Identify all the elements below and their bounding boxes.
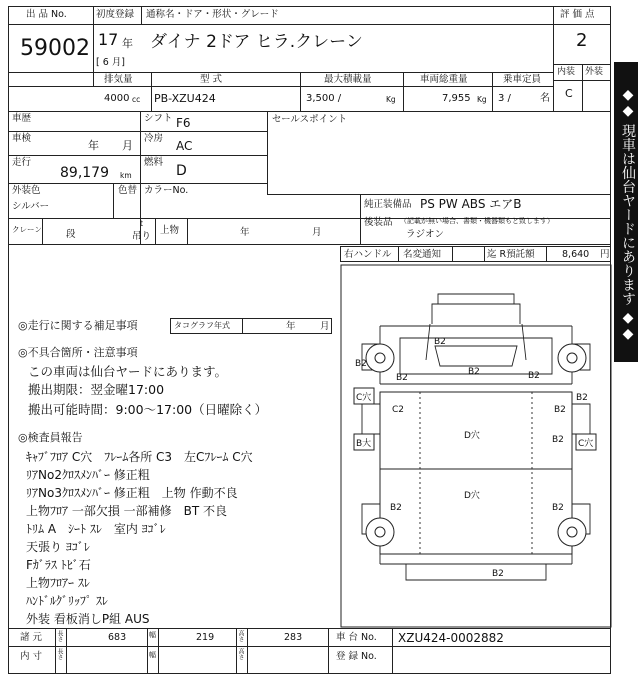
- crane-label: クレーン: [12, 225, 42, 234]
- shift-label: シフト: [144, 113, 173, 124]
- length-label: 長さ: [56, 630, 63, 642]
- damage-mark: B2: [552, 435, 564, 445]
- inspector-line: ｷｬﾌﾞﾌﾛｱ C穴 ﾌﾚｰﾑ各所 C3 左Cﾌﾚｰﾑ C穴: [26, 450, 253, 464]
- grade-label: 評 価 点: [560, 9, 595, 20]
- interior-label: 内装: [557, 67, 576, 77]
- inspector-line: 外装 看板消しP組 AUS: [26, 612, 150, 626]
- inspector-line: Fｶﾞﾗｽ ﾄﾋﾞ石: [26, 558, 91, 572]
- capacity-unit: 名: [540, 93, 550, 104]
- inner-dims-label: 内 寸: [20, 651, 43, 662]
- damage-mark: B大: [356, 439, 372, 449]
- gross-weight-unit: Kg: [477, 95, 487, 104]
- inspector-lines: [26, 448, 253, 628]
- lot-number: 59002: [20, 36, 90, 61]
- recycle-amount: 8,640: [562, 249, 590, 260]
- inspector-line: 上物ﾌﾛｱｰ ｽﾚ: [26, 576, 90, 590]
- upper-month-unit: 月: [312, 227, 322, 238]
- inspector-line: ﾘｱNo3ｸﾛｽﾒﾝﾊﾞｰ 修正粗 上物 作動不良: [26, 486, 238, 500]
- interior-grade: C: [565, 87, 573, 100]
- upper-year-unit: 年: [240, 227, 250, 238]
- capacity-label: 乗車定員: [503, 74, 542, 85]
- width-label: 幅: [149, 631, 156, 639]
- reg-month: [ 6 月]: [96, 57, 125, 68]
- yen-unit: 円: [600, 249, 610, 260]
- inspection-year-unit: 年: [88, 139, 99, 152]
- crane-ton: t: [140, 219, 143, 228]
- mileage-unit: km: [120, 171, 132, 180]
- crane-hoist: 吊り: [132, 231, 152, 242]
- height-value: 283: [284, 632, 303, 643]
- inspector-line: ﾄﾘﾑ A ｼｰﾄ ｽﾚ 室内 ﾖｺﾞﾚ: [26, 522, 166, 536]
- sales-point-label: セールスポイント: [272, 114, 348, 125]
- inspector-line: 上物ﾌﾛｱ 一部欠損 一部補修 BT 不良: [26, 504, 228, 518]
- recycle-label: 迄 R預託額: [487, 249, 535, 260]
- inspection-label: 車検: [12, 133, 32, 144]
- damage-mark: B2: [434, 337, 446, 347]
- damage-mark: B2: [492, 569, 504, 579]
- upper-body-label: 上物: [160, 225, 180, 236]
- height-label: 高さ: [237, 630, 244, 642]
- damage-mark: C2: [392, 405, 405, 415]
- reg-year-unit: 年: [122, 37, 133, 50]
- history-label: 車歴: [12, 113, 32, 124]
- tachograph-year-unit: 年: [286, 321, 296, 332]
- displacement: 4000: [104, 93, 130, 104]
- reg-year: 17: [98, 30, 119, 49]
- overall-grade: 2: [576, 30, 588, 51]
- inner-length-label: 長さ: [56, 648, 63, 660]
- cooler-label: 冷房: [144, 133, 164, 144]
- color-no-label: カラーNo.: [144, 185, 189, 196]
- steering-side: 右ハンドル: [344, 249, 392, 260]
- aftermarket-value: ラジオン: [406, 229, 445, 240]
- displacement-label: 排気量: [104, 74, 133, 85]
- max-load: 3,500 /: [306, 93, 342, 104]
- cooler-value: AC: [176, 139, 193, 153]
- inspection-month-unit: 月: [122, 139, 133, 152]
- tachograph-label: タコグラフ年式: [174, 321, 230, 330]
- lot-label: 出 品 No.: [26, 9, 67, 20]
- damage-mark: C穴: [356, 393, 372, 403]
- exterior-label: 外装: [585, 67, 604, 77]
- inspector-line: 天張り ﾖｺﾞﾚ: [26, 540, 90, 554]
- model-label: 型 式: [200, 74, 223, 85]
- equipment-value: PS PW ABS エアB: [420, 197, 522, 211]
- gross-weight: 7,955: [442, 93, 471, 104]
- gross-weight-label: 車両総重量: [420, 74, 468, 85]
- reg-number-label: 登 録 No.: [336, 651, 377, 662]
- inspector-line: ﾊﾝﾄﾞﾙｸﾞﾘｯﾌﾟ ｽﾚ: [26, 594, 108, 608]
- model-code: PB-XZU424: [154, 92, 216, 105]
- damage-mark: D穴: [464, 491, 480, 501]
- damage-mark: B2: [355, 359, 367, 369]
- first-reg-label: 初度登録: [96, 9, 135, 20]
- inspector-title: ◎検査員報告: [18, 431, 83, 444]
- damage-mark: B2: [390, 503, 402, 513]
- tachograph-month-unit: 月: [320, 321, 330, 332]
- equipment-label: 純正装備品: [364, 199, 412, 210]
- defect-line: 搬出可能時間：9:00～17:00（日曜除く）: [28, 402, 268, 417]
- fuel-value: D: [176, 163, 187, 179]
- running-notes-title: ◎走行に関する補足事項: [18, 319, 138, 332]
- vehicle-damage-diagram: [340, 264, 612, 628]
- shift-value: F6: [176, 116, 191, 130]
- defect-lines: [28, 362, 267, 418]
- damage-mark: B2: [396, 373, 408, 383]
- max-load-unit: Kg: [386, 95, 396, 104]
- inspector-line: ﾘｱNo2ｸﾛｽﾒﾝﾊﾞｰ 修正粗: [26, 468, 150, 482]
- defect-line: この車両は仙台ヤードにあります。: [28, 364, 228, 379]
- car-name-label: 通称名・ドア・形状・グレード: [146, 9, 279, 20]
- capacity: 3 /: [498, 93, 511, 104]
- car-name: ダイナ 2ドア ヒラ.クレーン: [150, 32, 363, 52]
- max-load-label: 最大積載量: [324, 74, 372, 85]
- damage-mark: B2: [552, 503, 564, 513]
- damage-mark: D穴: [464, 431, 480, 441]
- yard-location-banner: ◆◆ 現車は仙台ヤードにあります ◆◆: [614, 62, 638, 362]
- exterior-color: シルバー: [12, 201, 50, 212]
- color-change-label: 色替: [118, 185, 138, 196]
- chassis-label: 車 台 No.: [336, 632, 377, 643]
- displacement-unit: cc: [132, 95, 141, 104]
- inner-width-label: 幅: [149, 651, 156, 659]
- defect-line: 搬出期限：翌金曜17:00: [28, 382, 165, 397]
- aftermarket-note: （記載が無い場合、書類・機器類もと致します）: [400, 217, 554, 225]
- mileage-label: 走行: [12, 157, 32, 168]
- dims-label: 諸 元: [20, 632, 43, 643]
- name-change-notice: 名変通知: [403, 249, 442, 260]
- damage-mark: B2: [576, 393, 588, 403]
- fuel-label: 燃料: [144, 157, 164, 168]
- defect-title: ◎不具合箇所・注意事項: [18, 346, 138, 359]
- inner-height-label: 高さ: [237, 648, 244, 660]
- damage-mark: B2: [554, 405, 566, 415]
- length-value: 683: [108, 632, 127, 643]
- mileage-value: 89,179: [60, 165, 109, 181]
- exterior-color-label: 外装色: [12, 185, 41, 196]
- width-value: 219: [196, 632, 215, 643]
- damage-mark: C穴: [578, 439, 594, 449]
- damage-mark: B2: [468, 367, 480, 377]
- damage-mark: B2: [528, 371, 540, 381]
- crane-stage: 段: [66, 229, 76, 240]
- chassis-number: XZU424-0002882: [398, 631, 504, 645]
- aftermarket-label: 後装品: [364, 217, 393, 228]
